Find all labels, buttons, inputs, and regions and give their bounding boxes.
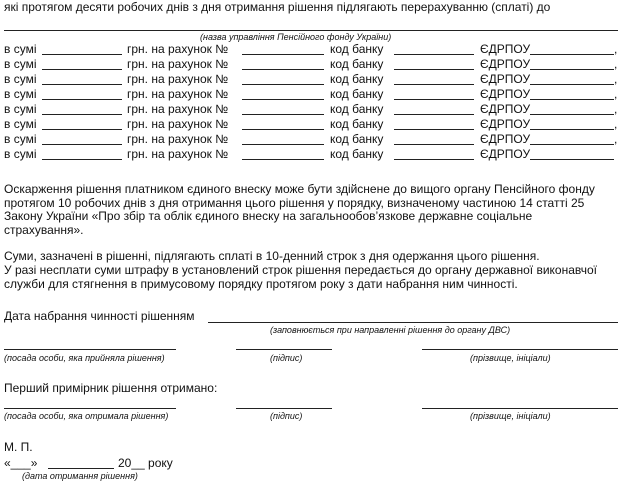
bank-code-label: код банку [330, 87, 384, 101]
sum-label: в сумі [4, 57, 37, 71]
effective-date-caption: (заповнюється при направленні рішення до органу ДВС) [270, 325, 511, 335]
authority-name-line [4, 30, 618, 31]
intro-text: які протягом десяти робочих днів з дня отримання рішення підлягають перерахуванню (сплаті) до [4, 0, 551, 14]
edrpou-label: ЄДРПОУ [480, 87, 531, 101]
sum-field-line [42, 129, 122, 130]
position-caption-1: (посада особи, яка прийняла рішення) [4, 353, 165, 363]
sum-label: в сумі [4, 147, 37, 161]
edrpou-label: ЄДРПОУ [480, 42, 531, 56]
position-caption-2: (посада особи, яка отримала рішення) [4, 411, 169, 421]
edrpou-label: ЄДРПОУ [480, 57, 531, 71]
bank-code-label: код банку [330, 42, 384, 56]
bank-code-label: код банку [330, 147, 384, 161]
account-field-line [242, 84, 324, 85]
account-field-line [242, 54, 324, 55]
first-copy-label: Перший примірник рішення отримано: [4, 381, 218, 395]
date-month-line [48, 468, 114, 469]
effective-date-label: Дата набрання чинності рішенням [4, 309, 195, 323]
edrpou-field-line [530, 54, 614, 55]
sum-label: в сумі [4, 102, 37, 116]
bank-code-label: код банку [330, 57, 384, 71]
position-line-1 [4, 349, 176, 350]
sum-field-line [42, 159, 122, 160]
signature-caption-2: (підпис) [270, 411, 303, 421]
sum-field-line [42, 144, 122, 145]
edrpou-label: ЄДРПОУ [480, 132, 531, 146]
bank-code-field-line [394, 69, 474, 70]
account-label: грн. на рахунок № [127, 57, 229, 71]
bank-code-label: код банку [330, 102, 384, 116]
bank-code-field-line [394, 159, 474, 160]
edrpou-field-line [530, 129, 614, 130]
bank-code-field-line [394, 84, 474, 85]
row-end-comma: , [614, 117, 618, 131]
signature-caption-1: (підпис) [270, 353, 303, 363]
sum-label: в сумі [4, 87, 37, 101]
sum-label: в сумі [4, 72, 37, 86]
edrpou-field-line [530, 144, 614, 145]
bank-code-field-line [394, 99, 474, 100]
account-label: грн. на рахунок № [127, 147, 229, 161]
name-line-1 [422, 349, 618, 350]
nonpayment-text: У разі несплати суми штрафу в установлений строк рішення передається до органу державної виконавчої служби для стягнення в примусовому порядку протягом року з дати набрання ним чинності. [4, 263, 597, 291]
signature-line-1 [236, 349, 332, 350]
sum-field-line [42, 99, 122, 100]
account-field-line [242, 99, 324, 100]
edrpou-label: ЄДРПОУ [480, 102, 531, 116]
bank-code-label: код банку [330, 117, 384, 131]
sum-label: в сумі [4, 42, 37, 56]
name-caption-2: (прізвище, ініціали) [470, 411, 551, 421]
account-label: грн. на рахунок № [127, 102, 229, 116]
row-end-comma: , [614, 87, 618, 101]
authority-caption: (назва управління Пенсійного фонду України) [200, 32, 392, 42]
account-label: грн. на рахунок № [127, 132, 229, 146]
payment-term-text: Суми, зазначені в рішенні, підлягають сплаті в 10-денний строк з дня одержання цього рішення. [4, 249, 540, 263]
appeal-paragraph: Оскарження рішення платником єдиного внеску може бути здійснене до вищого органу Пенсійного фонду протягом 10 робочих днів з дня отримання цього рішення у порядку, визначеному частиною 14 статті 25 Закону України «Про збір та облік єдиного внеску на загальнообов’язкове державне соціальне страхування». [4, 182, 595, 237]
account-field-line [242, 69, 324, 70]
edrpou-label: ЄДРПОУ [480, 147, 531, 161]
date-caption: (дата отримання рішення) [22, 471, 138, 481]
sum-field-line [42, 54, 122, 55]
edrpou-field-line [530, 114, 614, 115]
name-line-2 [422, 408, 618, 409]
bank-code-field-line [394, 114, 474, 115]
bank-code-field-line [394, 144, 474, 145]
bank-code-label: код банку [330, 132, 384, 146]
account-label: грн. на рахунок № [127, 117, 229, 131]
position-line-2 [4, 408, 176, 409]
account-label: грн. на рахунок № [127, 72, 229, 86]
edrpou-label: ЄДРПОУ [480, 117, 531, 131]
account-field-line [242, 129, 324, 130]
effective-date-line [208, 322, 618, 323]
row-end-comma: , [614, 102, 618, 116]
bank-code-label: код банку [330, 72, 384, 86]
account-field-line [242, 159, 324, 160]
sum-field-line [42, 84, 122, 85]
bank-code-field-line [394, 54, 474, 55]
row-end-comma: , [614, 132, 618, 146]
stamp-label: М. П. [4, 440, 33, 454]
edrpou-field-line [530, 69, 614, 70]
row-end-comma: , [614, 57, 618, 71]
sum-field-line [42, 114, 122, 115]
account-field-line [242, 144, 324, 145]
sum-label: в сумі [4, 117, 37, 131]
account-label: грн. на рахунок № [127, 42, 229, 56]
edrpou-label: ЄДРПОУ [480, 72, 531, 86]
account-field-line [242, 114, 324, 115]
sum-field-line [42, 69, 122, 70]
sum-label: в сумі [4, 132, 37, 146]
edrpou-field-line [530, 84, 614, 85]
name-caption-1: (прізвище, ініціали) [470, 353, 551, 363]
signature-line-2 [236, 408, 332, 409]
edrpou-field-line [530, 99, 614, 100]
row-end-comma: , [614, 42, 618, 56]
date-day: «___» [4, 456, 38, 470]
account-label: грн. на рахунок № [127, 87, 229, 101]
row-end-comma: , [614, 72, 618, 86]
bank-code-field-line [394, 129, 474, 130]
edrpou-field-line [530, 159, 614, 160]
date-year: 20__ року [118, 456, 173, 470]
